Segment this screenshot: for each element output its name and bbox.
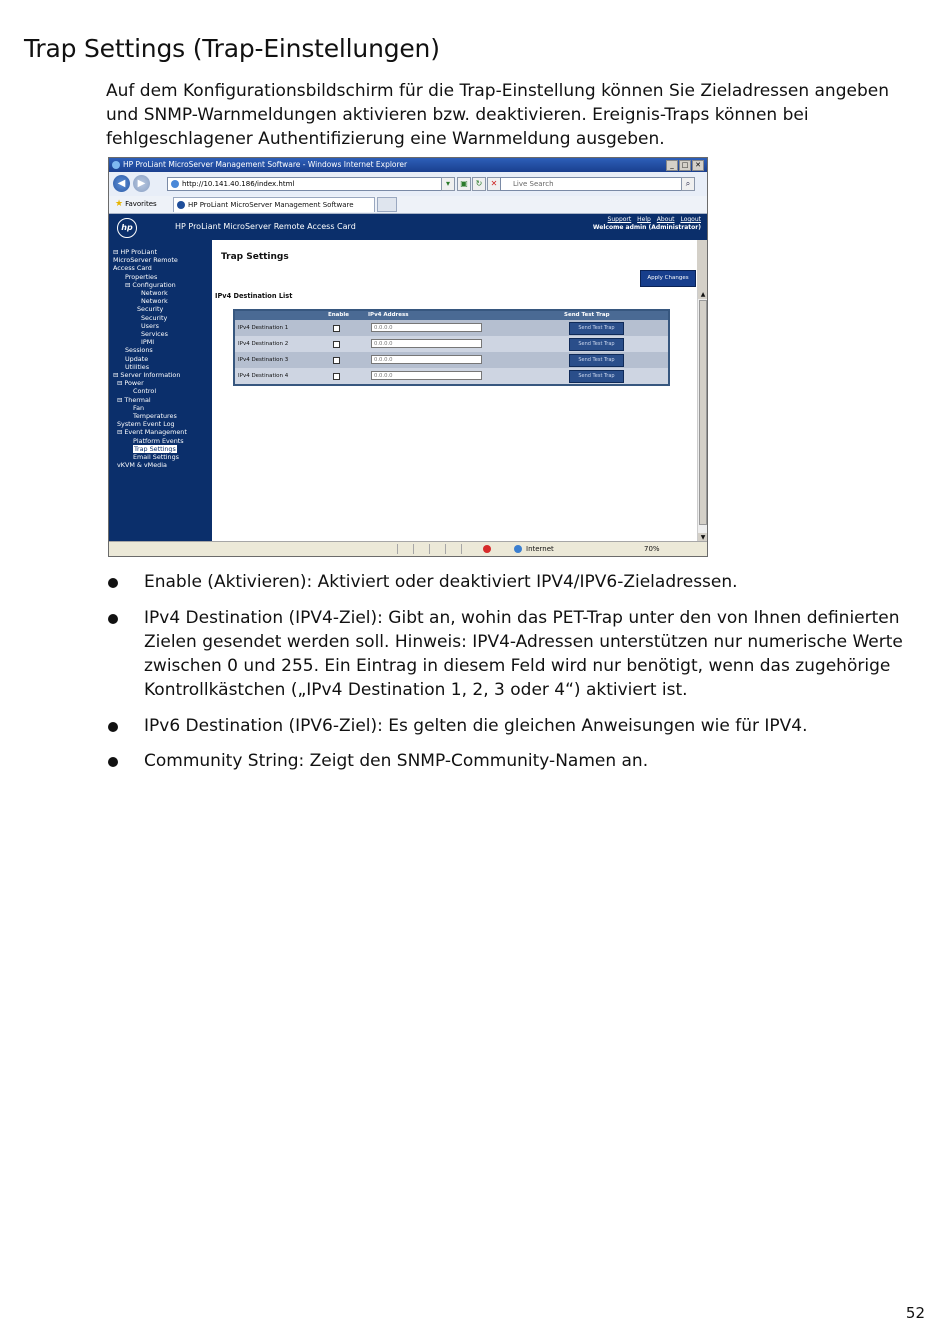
nav-item[interactable]: System Event Log bbox=[117, 420, 175, 429]
favorites-bar bbox=[109, 196, 707, 214]
send-test-trap-button[interactable]: Send Test Trap bbox=[569, 370, 624, 383]
forward-icon[interactable]: ▶ bbox=[133, 175, 150, 192]
nav-item[interactable]: vKVM & vMedia bbox=[117, 461, 167, 470]
intro-paragraph: Auf dem Konfigurationsbildschirm für die Trap-Einstellung können Sie Zieladressen angeben und SNMP-Warnmeldungen aktivieren bzw. deaktivieren. Ereignis-Traps können bei fehlgeschlagener Authentifizierung eine Warnmeldung ausgeben. bbox=[106, 81, 889, 149]
nav-item[interactable]: Fan bbox=[133, 403, 145, 412]
compat-icon[interactable]: ▣ bbox=[457, 177, 471, 191]
search-input[interactable]: Live Search bbox=[500, 177, 686, 191]
status-bar bbox=[109, 541, 707, 556]
nav-item[interactable]: IPMI bbox=[141, 338, 155, 347]
about-link[interactable]: About bbox=[656, 216, 675, 223]
help-link[interactable]: Help bbox=[637, 216, 651, 223]
nav-item[interactable]: ⊟ Event Management bbox=[117, 428, 187, 437]
column-header: IPv4 Address bbox=[368, 312, 409, 318]
nav-item[interactable]: Security bbox=[141, 313, 168, 322]
blocked-icon bbox=[483, 545, 491, 553]
send-test-trap-button[interactable]: Send Test Trap bbox=[569, 354, 624, 367]
nav-item[interactable]: MicroServer Remote bbox=[113, 256, 178, 265]
browser-screenshot bbox=[108, 157, 708, 557]
send-test-trap-button[interactable]: Send Test Trap bbox=[569, 338, 624, 351]
bullet-icon bbox=[108, 757, 118, 767]
enable-checkbox[interactable] bbox=[333, 341, 340, 348]
hp-logo: hp bbox=[117, 218, 137, 238]
nav-item[interactable]: ⊟ Thermal bbox=[117, 395, 151, 404]
maximize-button[interactable]: □ bbox=[679, 160, 691, 171]
row-label: IPv4 Destination 1 bbox=[238, 325, 289, 331]
list-item: Enable (Aktivieren): Aktiviert oder deaktiviert IPV4/IPV6-Zieladressen. bbox=[144, 570, 934, 594]
enable-checkbox[interactable] bbox=[333, 373, 340, 380]
list-item: IPv6 Destination (IPV6-Ziel): Es gelten die gleichen Anweisungen wie für IPV4. bbox=[144, 714, 934, 738]
nav-item[interactable]: Utilities bbox=[125, 362, 150, 371]
ipv4-address-input[interactable]: 0.0.0.0 bbox=[371, 323, 482, 332]
row-label: IPv4 Destination 4 bbox=[238, 373, 289, 379]
nav-item[interactable]: Security bbox=[137, 305, 164, 314]
ipv4-table bbox=[233, 309, 670, 386]
browser-tab[interactable]: HP ProLiant MicroServer Management Software bbox=[173, 197, 375, 212]
bullet-icon bbox=[108, 578, 118, 588]
enable-checkbox[interactable] bbox=[333, 357, 340, 364]
ipv4-section-label: IPv4 Destination List bbox=[215, 292, 293, 300]
app-header bbox=[109, 214, 707, 240]
table-header bbox=[235, 311, 668, 320]
search-icon[interactable]: ⌕ bbox=[681, 177, 695, 191]
nav-tree bbox=[109, 240, 212, 542]
star-icon: ★ bbox=[115, 199, 124, 209]
content-heading: Trap Settings bbox=[221, 252, 289, 262]
scroll-up-icon[interactable]: ▲ bbox=[698, 290, 708, 299]
content-scrollbar[interactable] bbox=[697, 290, 708, 542]
globe-icon bbox=[514, 545, 522, 553]
nav-item[interactable]: Access Card bbox=[113, 264, 152, 273]
window-titlebar bbox=[109, 158, 707, 172]
nav-item[interactable]: Network bbox=[141, 297, 168, 306]
table-row bbox=[235, 352, 668, 368]
nav-item[interactable]: Temperatures bbox=[133, 412, 177, 421]
row-label: IPv4 Destination 3 bbox=[238, 357, 289, 363]
row-label: IPv4 Destination 2 bbox=[238, 341, 289, 347]
app-title: HP ProLiant MicroServer Remote Access Card bbox=[175, 222, 356, 231]
ipv4-address-input[interactable]: 0.0.0.0 bbox=[371, 355, 482, 364]
table-row bbox=[235, 336, 668, 352]
address-bar[interactable]: http://10.141.40.186/index.html bbox=[167, 177, 453, 191]
column-header: Send Test Trap bbox=[564, 312, 610, 318]
list-item: IPv4 Destination (IPV4-Ziel): Gibt an, wohin das PET-Trap unter den von Ihnen definierten Zielen gesendet werden soll. Hinweis: IPV4-Adressen unterstützen nur numerische Werte zwischen 0 und 255. Ein Eintrag in diesem Feld wird nur benötigt, wenn das zugehörige Kontrollkästchen („IPv4 Destination 1, 2, 3 oder 4“) aktiviert ist. bbox=[144, 606, 934, 702]
nav-item-trap-settings[interactable]: Trap Settings bbox=[134, 444, 176, 453]
bullet-icon bbox=[108, 614, 118, 624]
enable-checkbox[interactable] bbox=[333, 325, 340, 332]
bullet-icon bbox=[108, 722, 118, 732]
nav-item[interactable]: ⊟ Power bbox=[117, 379, 144, 388]
nav-item[interactable]: Services bbox=[141, 330, 168, 339]
page-title: Trap Settings (Trap-Einstellungen) bbox=[24, 34, 440, 63]
welcome-text: Welcome admin (Administrator) bbox=[592, 224, 701, 231]
nav-item[interactable]: Control bbox=[133, 387, 157, 396]
back-icon[interactable]: ◀ bbox=[113, 175, 130, 192]
list-item: Community String: Zeigt den SNMP-Community-Namen an. bbox=[144, 749, 934, 773]
nav-item[interactable]: Network bbox=[141, 289, 168, 298]
nav-item[interactable]: Properties bbox=[125, 272, 158, 281]
scroll-down-icon[interactable]: ▼ bbox=[698, 533, 708, 542]
send-test-trap-button[interactable]: Send Test Trap bbox=[569, 322, 624, 335]
nav-item[interactable]: ⊟ Configuration bbox=[125, 280, 176, 289]
browser-navbar bbox=[109, 172, 707, 197]
minimize-button[interactable]: _ bbox=[666, 160, 678, 171]
close-button[interactable]: ✕ bbox=[692, 160, 704, 171]
nav-item[interactable]: Users bbox=[141, 321, 159, 330]
zoom-level[interactable]: 70% bbox=[644, 545, 660, 553]
new-tab-button[interactable] bbox=[377, 197, 397, 212]
nav-item[interactable]: Platform Events bbox=[133, 436, 184, 445]
column-header: Enable bbox=[328, 312, 349, 318]
ie-icon bbox=[112, 161, 120, 169]
logout-link[interactable]: Logout bbox=[680, 216, 701, 223]
ipv4-address-input[interactable]: 0.0.0.0 bbox=[371, 371, 482, 380]
nav-item[interactable]: Email Settings bbox=[133, 453, 179, 462]
refresh-icon[interactable]: ↻ bbox=[472, 177, 486, 191]
dropdown-icon[interactable]: ▾ bbox=[441, 177, 455, 191]
security-zone: Internet bbox=[526, 545, 554, 553]
table-row bbox=[235, 368, 668, 384]
nav-item[interactable]: Sessions bbox=[125, 346, 153, 355]
apply-changes-button[interactable]: Apply Changes bbox=[640, 270, 696, 287]
ipv4-rows bbox=[235, 320, 668, 384]
stop-icon[interactable]: ✕ bbox=[487, 177, 501, 191]
nav-item[interactable]: Update bbox=[125, 354, 149, 363]
window-title: HP ProLiant MicroServer Management Software - Windows Internet Explorer bbox=[123, 160, 408, 169]
window-buttons bbox=[666, 160, 704, 171]
support-link[interactable]: Support bbox=[607, 216, 632, 223]
page-number: 52 bbox=[905, 1304, 925, 1322]
ipv4-address-input[interactable]: 0.0.0.0 bbox=[371, 339, 482, 348]
header-links bbox=[593, 216, 701, 232]
scroll-thumb[interactable] bbox=[699, 300, 707, 525]
main-content bbox=[212, 240, 697, 542]
favorites-button[interactable]: ★ Favorites bbox=[115, 199, 157, 209]
nav-item[interactable]: ⊟ Server Information bbox=[113, 371, 181, 380]
table-row bbox=[235, 320, 668, 336]
nav-item[interactable]: ⊟ HP ProLiant bbox=[113, 248, 158, 256]
